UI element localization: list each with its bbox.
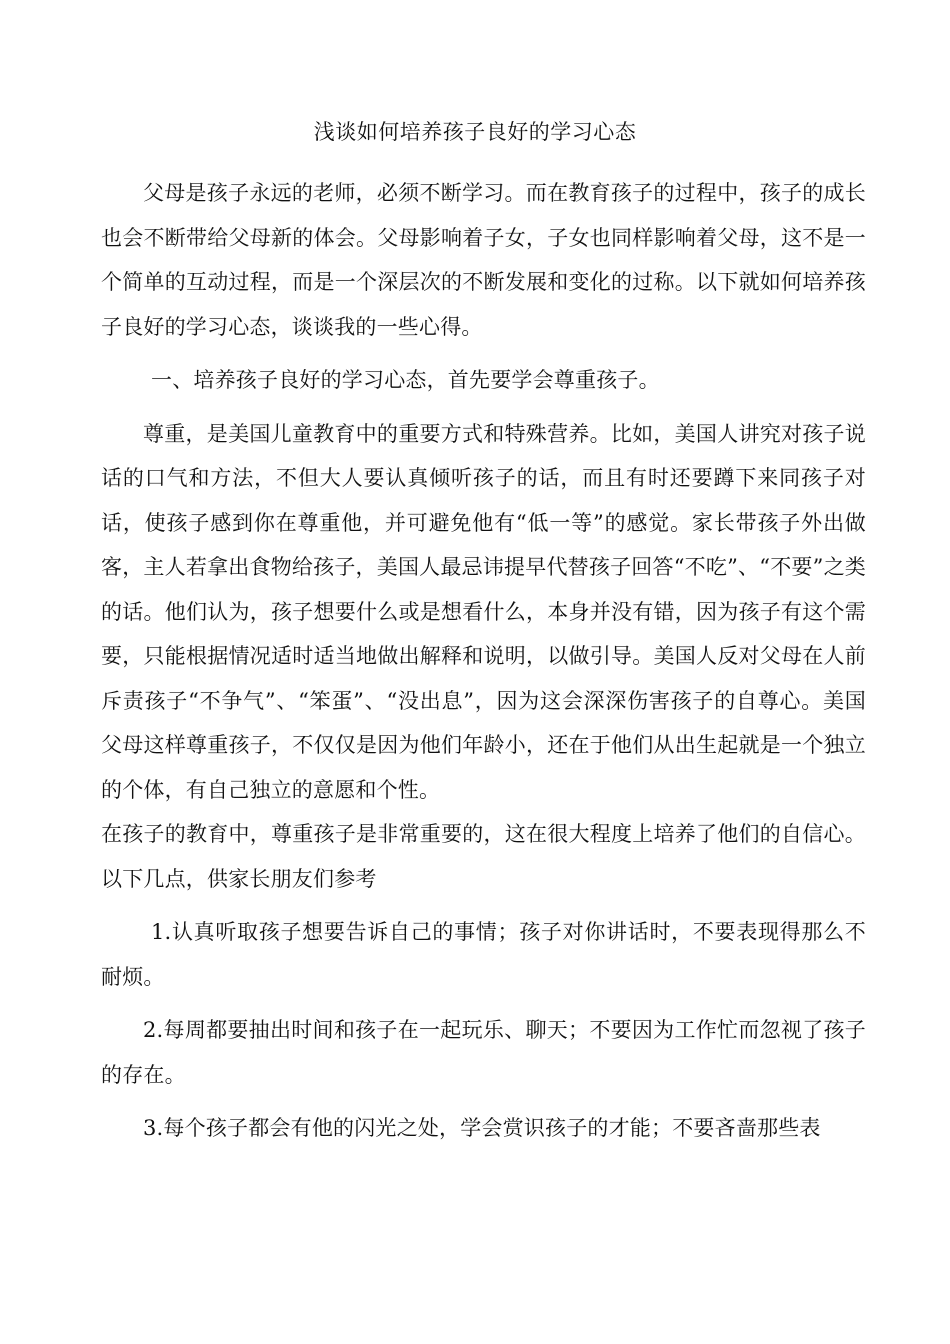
list-item-1: 1.认真听取孩子想要告诉自己的事情；孩子对你讲话时，不要表现得那么不耐烦。 <box>101 920 866 989</box>
document-title: 浅谈如何培养孩子良好的学习心态 <box>313 120 637 144</box>
section-heading-1: 一、培养孩子良好的学习心态，首先要学会尊重孩子。 <box>151 368 660 392</box>
paragraph-reference: 在孩子的教育中，尊重孩子是非常重要的，这在很大程度上培养了他们的自信心。以下几点，供家长朋友们参考 <box>101 822 866 891</box>
list-item-3: 3.每个孩子都会有他的闪光之处，学会赏识孩子的才能；不要吝啬那些表 <box>143 1116 821 1140</box>
paragraph-intro: 父母是孩子永远的老师，必须不断学习。而在教育孩子的过程中，孩子的成长也会不断带给父母新的体会。父母影响着子女，子女也同样影响着父母，这不是一个简单的互动过程，而是一个深层次的不断发展和变化的过称。以下就如何培养孩子良好的学习心态，谈谈我的一些心得。 <box>101 181 866 339</box>
list-item-2: 2.每周都要抽出时间和孩子在一起玩乐、聊天；不要因为工作忙而忽视了孩子的存在。 <box>101 1018 866 1087</box>
paragraph-respect: 尊重，是美国儿童教育中的重要方式和特殊营养。比如，美国人讲究对孩子说话的口气和方法，不但大人要认真倾听孩子的话，而且有时还要蹲下来同孩子对话，使孩子感到你在尊重他，并可避免他有“低一等”的感觉。家长带孩子外出做客，主人若拿出食物给孩子，美国人最忌讳提早代替孩子回答“不吃”、“不要”之类的话。他们认为，孩子想要什么或是想看什么，本身并没有错，因为孩子有这个需要，只能根据情况适时适当地做出解释和说明，以做引导。美国人反对父母在人前斥责孩子“不争气”、“笨蛋”、“没出息”，因为这会深深伤害孩子的自尊心。美国父母这样尊重孩子，不仅仅是因为他们年龄小，还在于他们从出生起就是一个独立的个体，有自己独立的意愿和个性。 <box>101 421 866 802</box>
document-body <box>101 171 866 1151</box>
